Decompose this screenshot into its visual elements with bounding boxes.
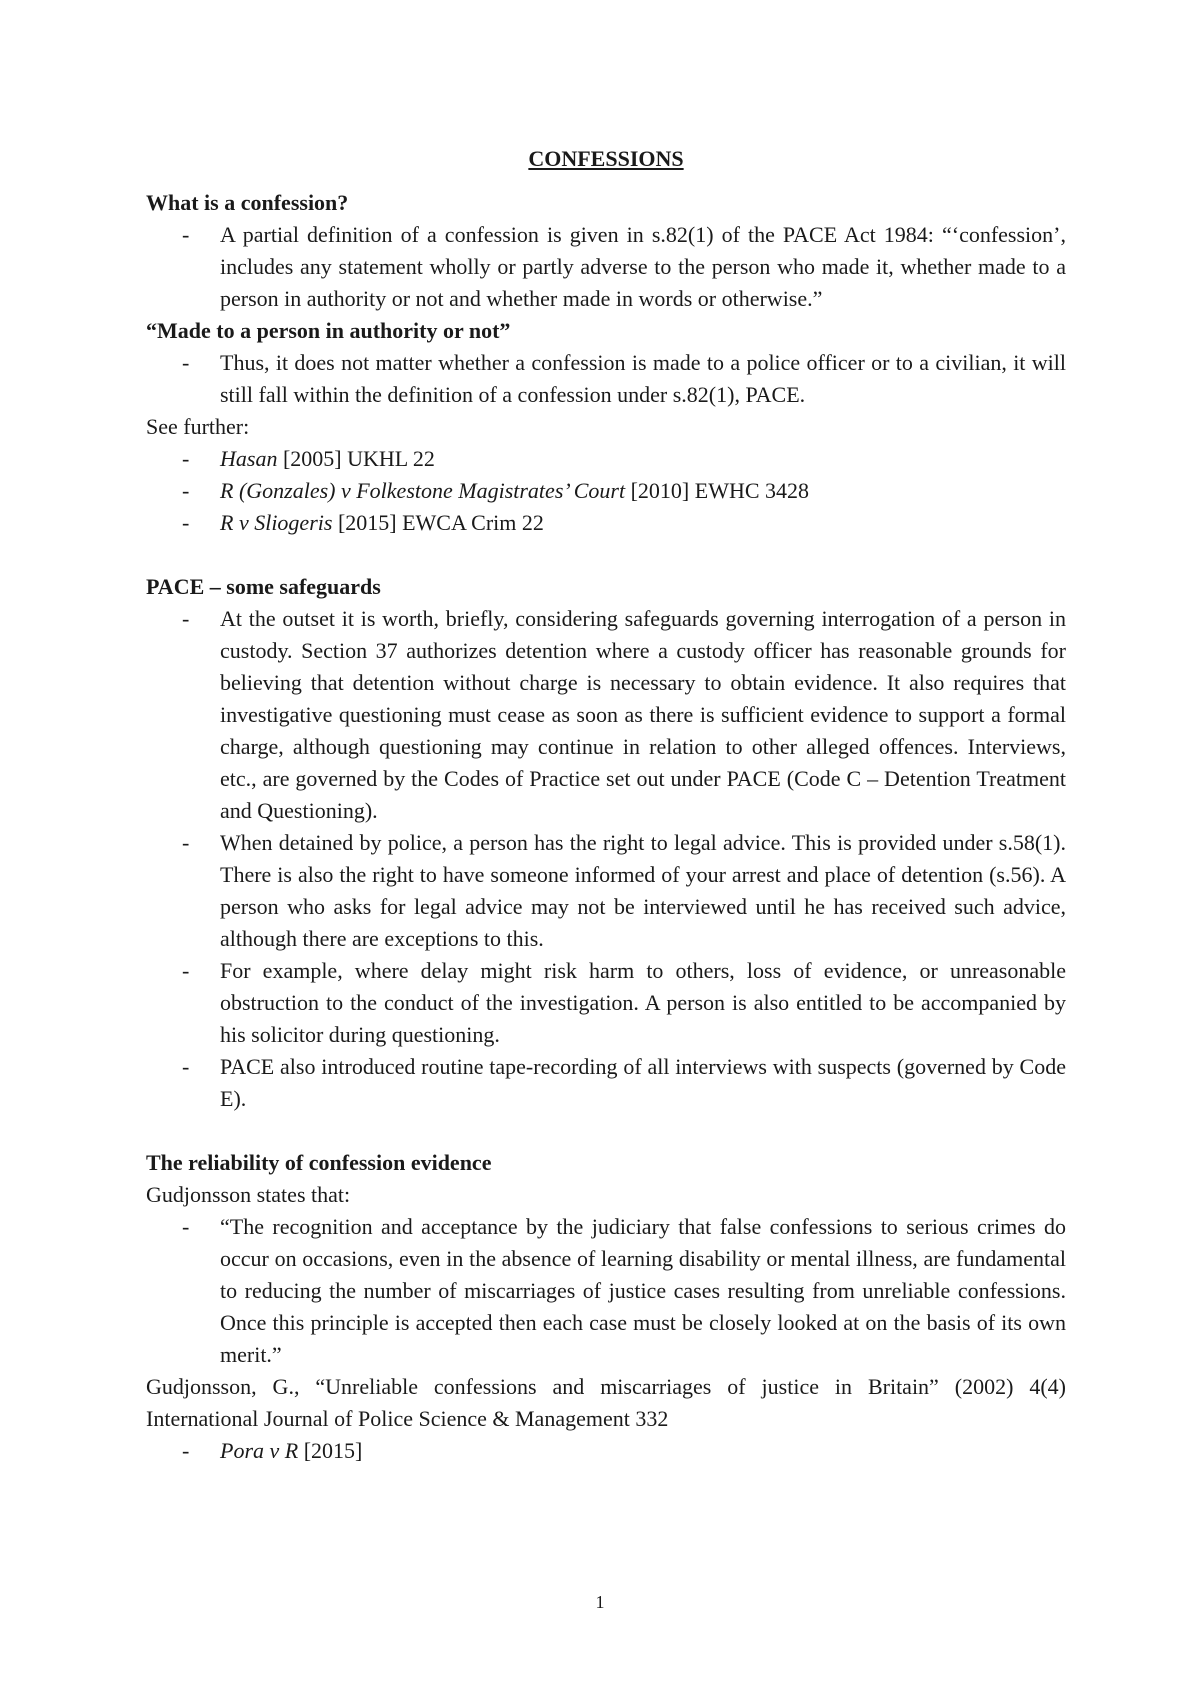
case-name: R v Sliogeris: [220, 510, 333, 535]
list-item: [146, 827, 1066, 955]
case-name: Pora v R: [220, 1438, 299, 1463]
list-item: [146, 955, 1066, 1051]
list-item: [146, 1051, 1066, 1115]
case-name: Hasan: [220, 446, 278, 471]
page-title: CONFESSIONS: [528, 146, 684, 171]
bullet-list: [146, 219, 1066, 315]
dash-bullet: -: [182, 1438, 190, 1463]
list-item: [146, 219, 1066, 315]
list-item-text: Thus, it does not matter whether a confession is made to a police officer or to a civilian, it will still fall within the definition of a confession under s.82(1), PACE.: [220, 350, 1066, 407]
case-citation: [2005] UKHL 22: [277, 446, 435, 471]
list-item-text: At the outset it is worth, briefly, considering safeguards governing interrogation of a person in custody. Section 37 authorizes detention where a custody officer has reasonable grounds for believing that detention without charge is necessary to obtain evidence. It also requires that investigative questioning must cease as soon as there is sufficient evidence to support a formal charge, although questioning may continue in relation to other alleged offences. Interviews, etc., are governed by the Codes of Practice set out under PACE (Code C – Detention Treatment and Questioning).: [220, 606, 1066, 823]
bullet-list: [146, 347, 1066, 411]
list-item-text: For example, where delay might risk harm to others, loss of evidence, or unreasonable obstruction to the conduct of the investigation. A person is also entitled to be accompanied by his solicitor during questioning.: [220, 958, 1066, 1047]
section-made-to-person: [146, 315, 1066, 539]
list-item-text: When detained by police, a person has the right to legal advice. This is provided under s.58(1). There is also the right to have someone informed of your arrest and place of detention (s.56). A person who asks for legal advice may not be interviewed until he has received such advice, although there are exceptions to this.: [220, 830, 1066, 951]
list-item-text: PACE also introduced routine tape-recording of all interviews with suspects (governed by Code E).: [220, 1054, 1066, 1111]
dash-bullet: -: [182, 1214, 190, 1239]
paragraph-gap: [146, 1115, 1066, 1147]
section-heading: The reliability of confession evidence: [146, 1150, 492, 1175]
bullet-list: [146, 1211, 1066, 1371]
case-name: R (Gonzales) v Folkestone Magistrates’ Court: [220, 478, 626, 503]
case-citation: [2010] EWHC 3428: [625, 478, 810, 503]
section-what-is-confession: [146, 187, 1066, 315]
case-list: [146, 1435, 1066, 1467]
section-heading: What is a confession?: [146, 190, 349, 215]
case-item: [146, 443, 1066, 475]
dash-bullet: -: [182, 1054, 190, 1079]
intro-text: Gudjonsson states that:: [146, 1182, 351, 1207]
case-list: [146, 443, 1066, 539]
list-item-text: A partial definition of a confession is given in s.82(1) of the PACE Act 1984: “‘confession’, includes any statement wholly or partly adverse to the person who made it, whether made to a person in authority or not and whether made in words or otherwise.”: [220, 222, 1066, 311]
section-reliability: [146, 1147, 1066, 1467]
quote-item: [146, 1211, 1066, 1371]
case-item: [146, 1435, 1066, 1467]
citation-text: Gudjonsson, G., “Unreliable confessions and miscarriages of justice in Britain” (2002) 4(4) International Journal of Police Science & Management 332: [146, 1374, 1066, 1431]
section-pace-safeguards: [146, 571, 1066, 1115]
dash-bullet: -: [182, 222, 190, 247]
dash-bullet: -: [182, 958, 190, 983]
list-item: [146, 603, 1066, 827]
dash-bullet: -: [182, 606, 190, 631]
case-citation: [2015] EWCA Crim 22: [332, 510, 544, 535]
case-item: [146, 507, 1066, 539]
section-heading: “Made to a person in authority or not”: [146, 318, 511, 343]
see-further-label: See further:: [146, 414, 250, 439]
section-heading: PACE – some safeguards: [146, 574, 381, 599]
dash-bullet: -: [182, 510, 190, 535]
document-body: [146, 143, 1066, 1467]
dash-bullet: -: [182, 350, 190, 375]
paragraph-gap: [146, 539, 1066, 571]
bullet-list: [146, 603, 1066, 1115]
dash-bullet: -: [182, 446, 190, 471]
case-item: [146, 475, 1066, 507]
dash-bullet: -: [182, 478, 190, 503]
list-item: [146, 347, 1066, 411]
case-citation: [2015]: [298, 1438, 363, 1463]
dash-bullet: -: [182, 830, 190, 855]
quote-text: “The recognition and acceptance by the judiciary that false confessions to serious crimes do occur on occasions, even in the absence of learning disability or mental illness, are fundamental to reducing the number of miscarriages of justice cases resulting from unreliable confessions. Once this principle is accepted then each case must be closely looked at on the basis of its own merit.”: [220, 1214, 1066, 1367]
page-number: 1: [595, 1592, 605, 1612]
